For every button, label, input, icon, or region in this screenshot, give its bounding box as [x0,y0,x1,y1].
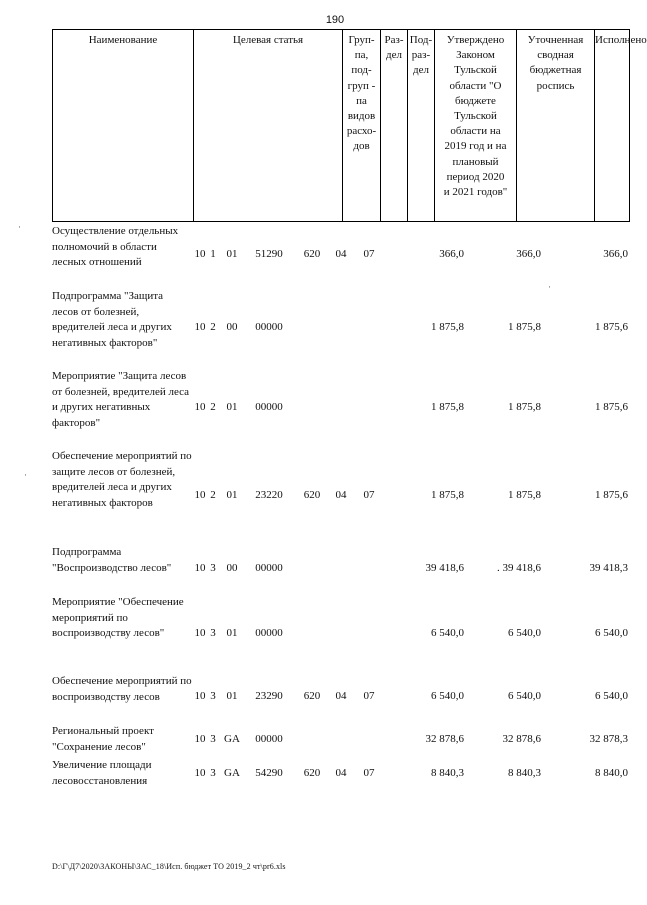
row-executed: 39 418,3 [589,562,628,574]
row-ts1: 10 [194,733,206,745]
row-refined: 1 875,8 [508,401,541,413]
row-ts2: 3 [210,690,216,702]
row-executed: 8 840,0 [595,767,628,779]
row-executed: 1 875,6 [595,489,628,501]
row-ts2: 3 [210,627,216,639]
table-row [52,758,630,790]
row-name: Мероприятие "Защита лесов от болезней, вредителей леса и других негативных факторов" [52,370,190,429]
row-ts3: 01 [226,401,238,413]
row-approved: 1 875,8 [431,321,464,333]
row-approved: 6 540,0 [431,690,464,702]
table-row [52,449,630,543]
scan-speck: · [548,282,551,292]
row-ts4: 00000 [255,321,283,333]
row-section: 04 [335,690,347,702]
row-subsection: 07 [363,690,375,702]
row-refined: 1 875,8 [508,489,541,501]
row-refined: 1 875,8 [508,321,541,333]
table-row [52,674,630,722]
row-approved: 8 840,3 [431,767,464,779]
table-row [52,545,630,593]
row-ts3: GA [224,733,240,745]
table-row [52,369,630,447]
table-row [52,724,630,756]
row-ts2: 2 [210,401,216,413]
row-group: 620 [303,248,321,260]
row-name: Обеспечение мероприятий по воспроизводству лесов [52,675,192,703]
header-section: Раз- дел [381,30,408,221]
row-section: 04 [335,489,347,501]
page-number: 190 [325,14,345,26]
row-ts1: 10 [194,489,206,501]
row-ts3: 01 [226,489,238,501]
row-approved: 1 875,8 [431,489,464,501]
row-subsection: 07 [363,767,375,779]
row-name: Региональный проект "Сохранение лесов" [52,725,154,753]
table-row [52,595,630,657]
row-name: Обеспечение мероприятий по защите лесов от болезней, вредителей леса и других негативных факторов [52,450,192,509]
row-subsection: 07 [363,248,375,260]
row-group: 620 [303,767,321,779]
row-approved: 1 875,8 [431,401,464,413]
row-ts4: 00000 [255,627,283,639]
row-refined: . 39 418,6 [497,562,541,574]
row-ts3: 01 [226,248,238,260]
row-subsection: 07 [363,489,375,501]
row-ts4: 00000 [255,401,283,413]
row-ts1: 10 [194,401,206,413]
row-group: 620 [303,690,321,702]
row-name: Подпрограмма "Защита лесов от болезней, вредителей леса и других негативных факторов" [52,290,172,349]
row-ts4: 00000 [255,733,283,745]
row-approved: 6 540,0 [431,627,464,639]
row-refined: 366,0 [516,248,541,260]
row-refined: 8 840,3 [508,767,541,779]
row-executed: 32 878,3 [589,733,628,745]
row-executed: 6 540,0 [595,690,628,702]
row-ts3: 00 [226,562,238,574]
row-approved: 39 418,6 [425,562,464,574]
row-ts3: 01 [226,627,238,639]
row-ts2: 2 [210,321,216,333]
row-ts1: 10 [194,767,206,779]
row-section: 04 [335,767,347,779]
file-path-footer: D:\Г\Д7\2020\ЗАКОНЫ\ЗАС_18\Исп. бюджет ТО 2019_2 чт\pr6.xls [52,862,286,871]
row-name: Осуществление отдельных полномочий в области лесных отношений [52,225,179,268]
row-ts3: GA [224,767,240,779]
header-refined: Уточненная сводная бюджетная роспись [517,30,595,221]
scan-speck: · [18,222,21,232]
row-executed: 6 540,0 [595,627,628,639]
row-ts4: 51290 [255,248,283,260]
header-target-article: Целевая статья [194,30,343,221]
header-subsection: Под- раз- дел [408,30,435,221]
row-refined: 6 540,0 [508,627,541,639]
header-name: Наименование [53,30,194,221]
row-approved: 32 878,6 [425,733,464,745]
row-ts1: 10 [194,627,206,639]
row-name: Мероприятие "Обеспечение мероприятий по воспроизводству лесов" [52,596,184,639]
scan-speck: · [24,470,27,480]
row-name: Увеличение площади лесовосстановления [52,759,152,787]
row-executed: 1 875,6 [595,401,628,413]
header-executed: Исполнено [595,34,647,46]
row-refined: 6 540,0 [508,690,541,702]
row-ts1: 10 [194,562,206,574]
row-ts1: 10 [194,690,206,702]
row-section: 04 [335,248,347,260]
row-ts1: 10 [194,321,206,333]
row-ts4: 00000 [255,562,283,574]
row-ts2: 3 [210,767,216,779]
row-ts3: 01 [226,690,238,702]
row-ts4: 23290 [255,690,283,702]
row-group: 620 [303,489,321,501]
table-row [52,289,630,367]
row-ts2: 3 [210,562,216,574]
row-executed: 1 875,6 [595,321,628,333]
row-ts2: 3 [210,733,216,745]
header-approved: Утверждено Законом Тульской области "О бюджете Тульской области на 2019 год и на плановый период 2020 и 2021 годов" [435,30,517,221]
row-ts2: 1 [210,248,216,260]
row-refined: 32 878,6 [502,733,541,745]
row-executed: 366,0 [603,248,628,260]
row-ts4: 54290 [255,767,283,779]
row-approved: 366,0 [439,248,464,260]
row-ts3: 00 [226,321,238,333]
table-row [52,224,630,286]
table-header [52,29,647,222]
header-group: Груп- па, под- груп - па видов расхо- дов [343,30,381,221]
row-ts2: 2 [210,489,216,501]
row-ts4: 23220 [255,489,283,501]
row-name: Подпрограмма "Воспроизводство лесов" [52,546,172,574]
row-ts1: 10 [194,248,206,260]
